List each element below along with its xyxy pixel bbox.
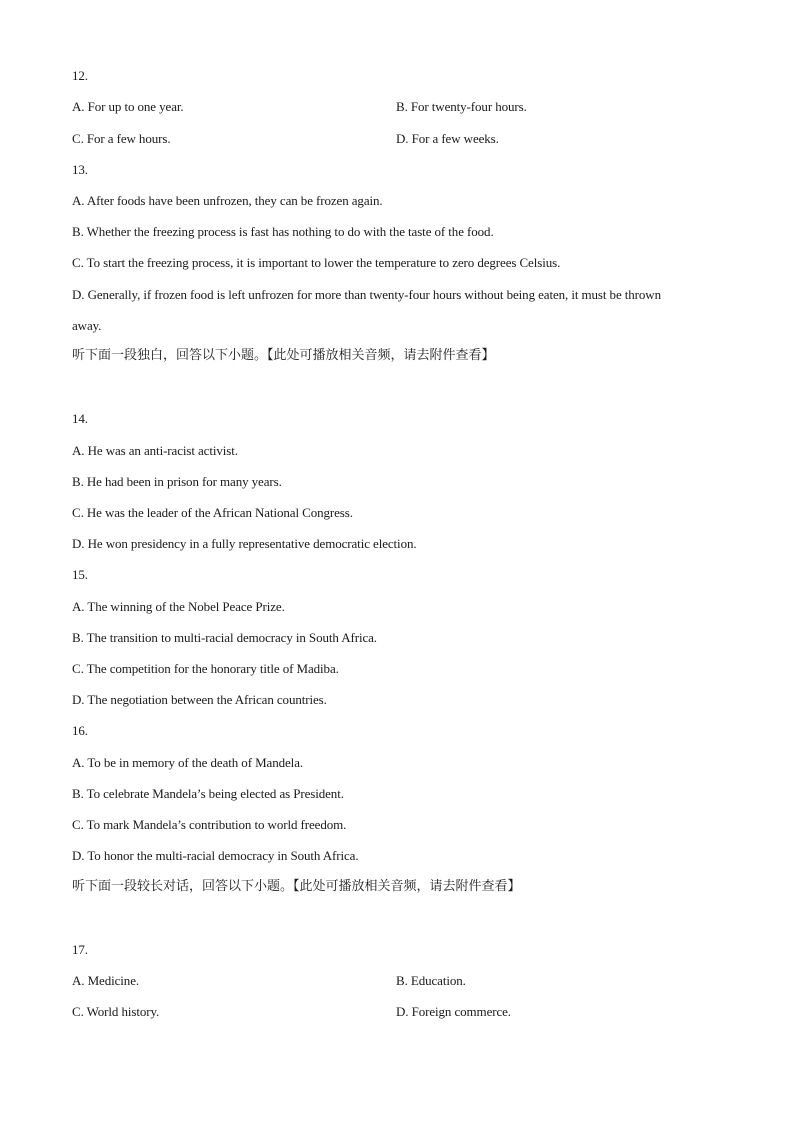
question-15-number: 15. (72, 567, 88, 582)
question-15-option-c: C. The competition for the honorary title of Madiba. (72, 661, 339, 676)
question-14-option-c: C. He was the leader of the African National Congress. (72, 505, 353, 520)
question-16-option-b: B. To celebrate Mandela’s being elected as President. (72, 786, 344, 801)
listening-instruction-dialogue: 听下面一段较长对话，回答以下小题。【此处可播放相关音频，请去附件查看】 (72, 879, 521, 894)
question-15-option-d: D. The negotiation between the African countries. (72, 692, 327, 707)
question-15-option-b: B. The transition to multi-racial democracy in South Africa. (72, 630, 377, 645)
question-13-option-d-line-1: D. Generally, if frozen food is left unfrozen for more than twenty-four hours without being eaten, it must be thrown (72, 287, 661, 302)
question-15-option-a: A. The winning of the Nobel Peace Prize. (72, 599, 285, 614)
question-13-number: 13. (72, 162, 88, 177)
question-17-number: 17. (72, 942, 88, 957)
question-16-option-a: A. To be in memory of the death of Mandela. (72, 755, 304, 770)
question-13-option-d-line-2: away. (72, 318, 102, 333)
question-17-option-b: B. Education. (396, 973, 466, 988)
question-17-option-d: D. Foreign commerce. (396, 1004, 511, 1019)
listening-instruction-monologue: 听下面一段独白，回答以下小题。【此处可播放相关音频，请去附件查看】 (72, 348, 495, 363)
question-12-option-c: C. For a few hours. (72, 131, 171, 146)
question-13-option-b: B. Whether the freezing process is fast has nothing to do with the taste of the food. (72, 224, 494, 239)
question-13-option-c: C. To start the freezing process, it is important to lower the temperature to zero degrees Celsius. (72, 255, 561, 270)
question-14-option-b: B. He had been in prison for many years. (72, 474, 282, 489)
question-14-option-a: A. He was an anti-racist activist. (72, 443, 238, 458)
question-12-option-d: D. For a few weeks. (396, 131, 499, 146)
question-12-number: 12. (72, 68, 88, 83)
question-12-option-a: A. For up to one year. (72, 99, 184, 114)
question-16-option-c: C. To mark Mandela’s contribution to world freedom. (72, 817, 347, 832)
question-14-number: 14. (72, 411, 88, 426)
question-14-option-d: D. He won presidency in a fully representative democratic election. (72, 536, 417, 551)
question-13-option-a: A. After foods have been unfrozen, they can be frozen again. (72, 193, 383, 208)
question-17-option-c: C. World history. (72, 1004, 160, 1019)
question-16-option-d: D. To honor the multi-racial democracy in South Africa. (72, 848, 359, 863)
question-16-number: 16. (72, 723, 88, 738)
question-12-option-b: B. For twenty-four hours. (396, 99, 527, 114)
question-17-option-a: A. Medicine. (72, 973, 140, 988)
